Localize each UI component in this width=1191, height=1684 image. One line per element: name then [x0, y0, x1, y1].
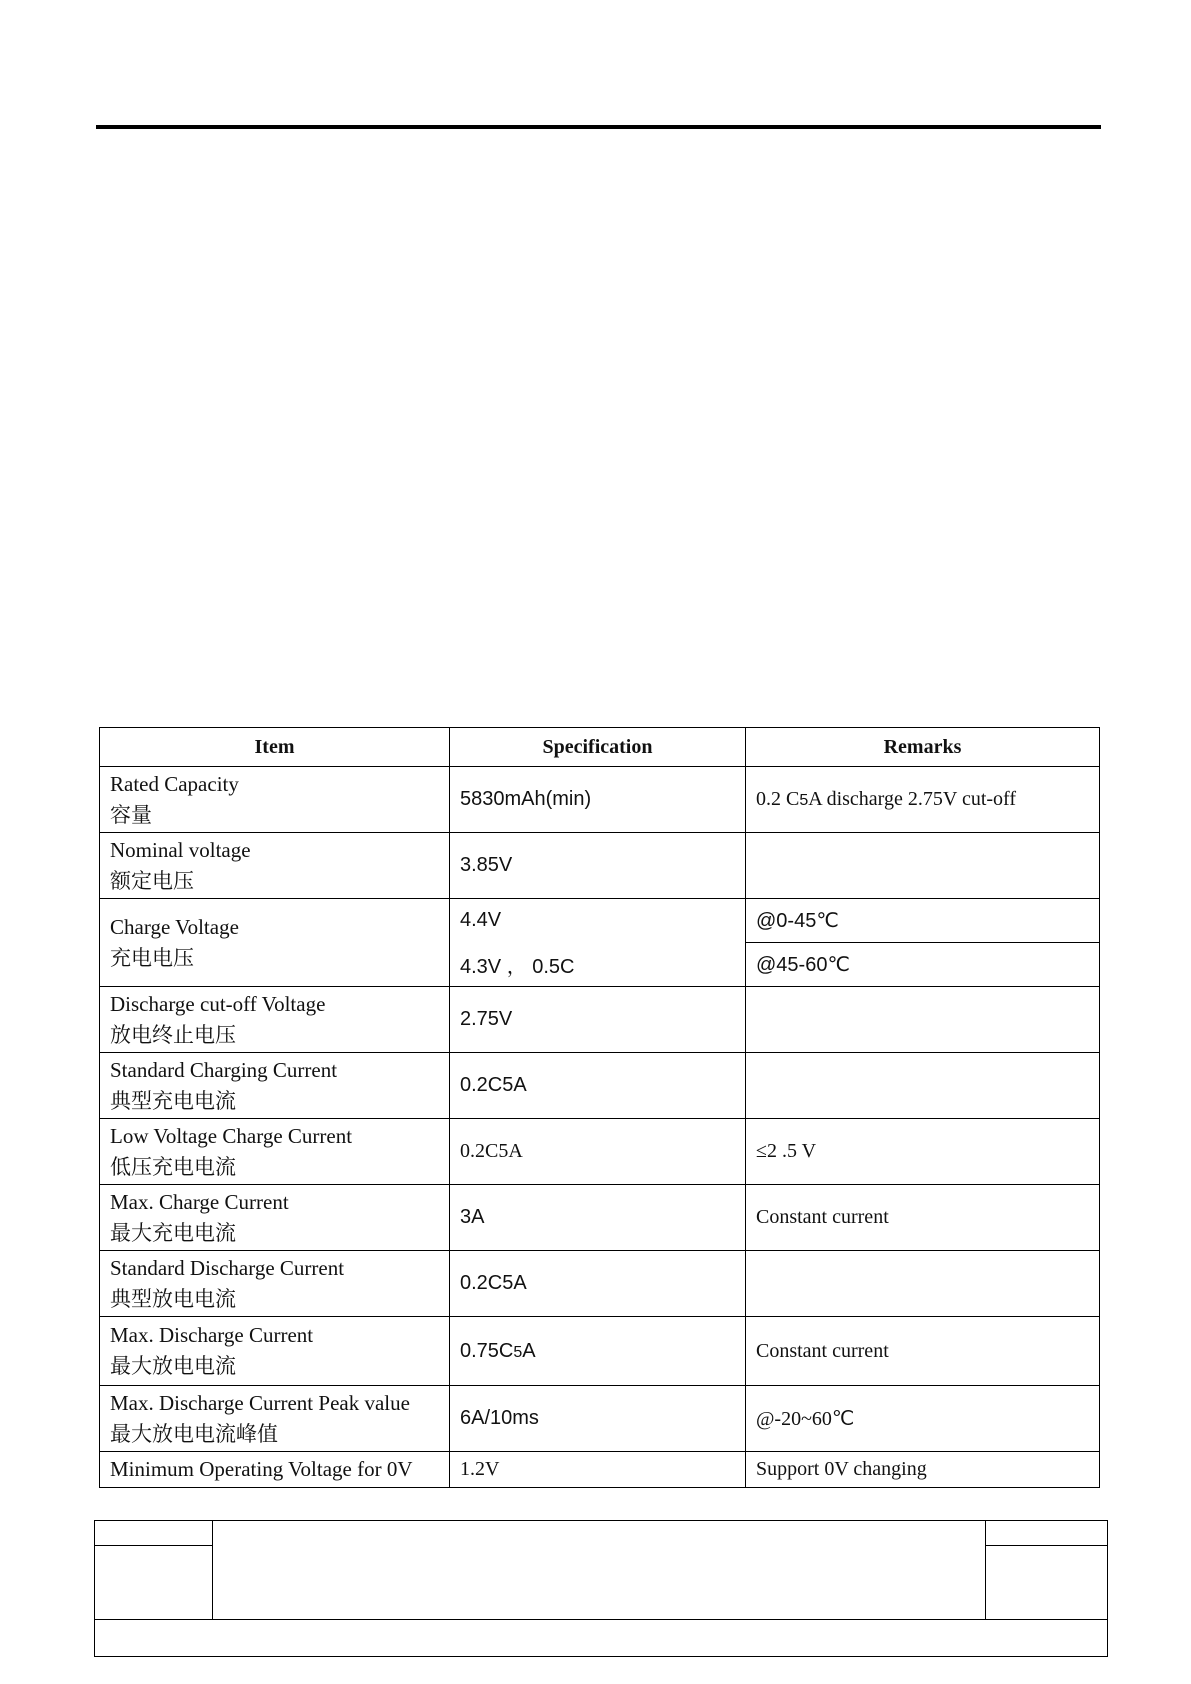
item-en: Standard Discharge Current	[110, 1255, 345, 1280]
table-row	[100, 1119, 1100, 1185]
remarks-cell	[746, 1251, 1100, 1317]
item-en: Low Voltage Charge Current	[110, 1123, 353, 1148]
footer-box	[94, 1520, 1108, 1657]
remarks-cell	[746, 833, 1100, 899]
table-row	[100, 1053, 1100, 1119]
spec-cell: 1.2V	[450, 1452, 746, 1488]
item-zh: 低压充电电流	[110, 1154, 236, 1179]
item-en: Discharge cut-off Voltage	[110, 991, 326, 1016]
remarks-cell: Constant current	[746, 1317, 1100, 1386]
footer-left-divider	[95, 1545, 212, 1546]
item-en: Max. Discharge Current Peak value	[110, 1390, 410, 1415]
item-zh: 充电电压	[110, 945, 194, 970]
item-zh: 典型放电电流	[110, 1286, 236, 1311]
item-en: Max. Charge Current	[110, 1189, 289, 1214]
spec-cell: 4.3V ， 0.5C	[450, 943, 746, 987]
table-header-row	[100, 728, 1100, 767]
table-row	[100, 899, 1100, 943]
item-cell	[100, 899, 450, 987]
item-en: Standard Charging Current	[110, 1057, 338, 1082]
remarks-cell: @45-60℃	[746, 943, 1100, 987]
specification-table	[99, 727, 1100, 1488]
remarks-cell	[746, 987, 1100, 1053]
spec-cell: 5830mAh(min)	[450, 767, 746, 833]
item-cell	[100, 1386, 450, 1452]
remarks-cell	[746, 1053, 1100, 1119]
spec-cell: 3A	[450, 1185, 746, 1251]
header-specification: Specification	[450, 728, 746, 767]
item-cell	[100, 833, 450, 899]
item-zh: 放电终止电压	[110, 1022, 236, 1047]
item-cell	[100, 1317, 450, 1386]
item-zh: 额定电压	[110, 868, 194, 893]
remarks-cell: ≤2 .5 V	[746, 1119, 1100, 1185]
table-row	[100, 1452, 1100, 1488]
item-en: Nominal voltage	[110, 837, 251, 862]
remarks-cell: @0-45℃	[746, 899, 1100, 943]
table-row	[100, 767, 1100, 833]
table-row	[100, 1185, 1100, 1251]
spec-cell: 4.4V	[450, 899, 746, 943]
spec-cell: 2.75V	[450, 987, 746, 1053]
spec-cell: 0.2C5A	[450, 1251, 746, 1317]
table-row	[100, 833, 1100, 899]
spec-cell: 0.75C5A	[450, 1317, 746, 1386]
item-zh: 容量	[110, 802, 152, 827]
spec-cell: 3.85V	[450, 833, 746, 899]
item-en: Rated Capacity	[110, 771, 239, 796]
item-cell	[100, 1053, 450, 1119]
item-cell	[100, 987, 450, 1053]
table-row	[100, 1317, 1100, 1386]
footer-bottom-divider	[95, 1619, 1107, 1620]
item-zh: 最大充电电流	[110, 1220, 236, 1245]
item-zh: 最大放电电流	[110, 1354, 236, 1378]
table-row	[100, 987, 1100, 1053]
header-remarks: Remarks	[746, 728, 1100, 767]
footer-right-cell	[985, 1521, 1107, 1619]
header-item: Item	[100, 728, 450, 767]
item-en: Max. Discharge Current	[110, 1323, 314, 1347]
table-row	[100, 1386, 1100, 1452]
spec-cell: 0.2C5A	[450, 1053, 746, 1119]
remarks-cell: Constant current	[746, 1185, 1100, 1251]
item-en: Charge Voltage	[110, 914, 239, 939]
spec-cell: 0.2C5A	[450, 1119, 746, 1185]
item-cell	[100, 1452, 450, 1488]
footer-left-cell	[95, 1521, 213, 1619]
item-cell	[100, 1119, 450, 1185]
item-cell	[100, 767, 450, 833]
item-en: Minimum Operating Voltage for 0V	[110, 1457, 413, 1481]
item-zh: 最大放电电流峰值	[110, 1421, 278, 1446]
table-row	[100, 1251, 1100, 1317]
remarks-cell: @-20~60℃	[746, 1386, 1100, 1452]
header-rule	[96, 125, 1101, 129]
item-cell	[100, 1185, 450, 1251]
footer-right-divider	[986, 1545, 1107, 1546]
remarks-cell: Support 0V changing	[746, 1452, 1100, 1488]
item-zh: 典型充电电流	[110, 1088, 236, 1113]
spec-cell: 6A/10ms	[450, 1386, 746, 1452]
item-cell	[100, 1251, 450, 1317]
remarks-cell: 0.2 C5A discharge 2.75V cut-off	[746, 767, 1100, 833]
